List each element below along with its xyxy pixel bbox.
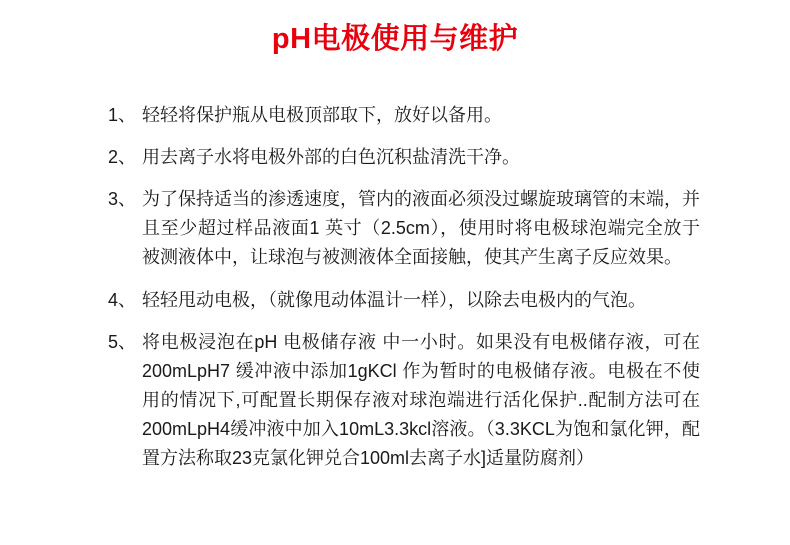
instruction-list xyxy=(0,101,790,474)
list-item-text: 用去离子水将电极外部的白色沉积盐清洗干净。 xyxy=(142,146,520,167)
list-item xyxy=(108,328,700,474)
list-item-marker: 4、 xyxy=(108,289,137,310)
list-item-marker: 3、 xyxy=(108,189,137,210)
list-item-text: 轻轻将保护瓶从电极顶部取下，放好以备用。 xyxy=(142,104,502,125)
list-item-text: 为了保持适当的渗透速度，管内的液面必须没过螺旋玻璃管的末端，并且至少超过样品液面1 英寸（2.5cm），使用时将电极球泡端完全放于被测液体中，让球泡与被测液体全面接触，使其产生离子反应效果。 xyxy=(142,189,700,268)
list-item-marker: 1、 xyxy=(108,104,137,125)
list-item xyxy=(108,101,700,130)
list-item-text: 轻轻甩动电极，（就像甩动体温计一样），以除去电极内的气泡。 xyxy=(142,289,646,310)
page-title: pH电极使用与维护 xyxy=(271,23,519,55)
list-item xyxy=(108,185,700,272)
list-item-marker: 5、 xyxy=(108,331,137,352)
list-item-marker: 2、 xyxy=(108,146,137,167)
list-item-text: 将电极浸泡在pH 电极储存液 中一小时。如果没有电极储存液，可在200mLpH7 缓冲液中添加1gKCl 作为暂时的电极储存液。电极在不使用的情况下,可配置长期保存液对球泡端进行活化保护..配制方法可在200mLpH4缓冲液中加入10mL3.3kcl溶液。（3.3KCL为饱和氯化钾，配置方法称取23克氯化钾兑合100ml去离子水]适量防腐剂） xyxy=(142,331,700,469)
list-item xyxy=(108,143,700,172)
list-item xyxy=(108,286,700,315)
